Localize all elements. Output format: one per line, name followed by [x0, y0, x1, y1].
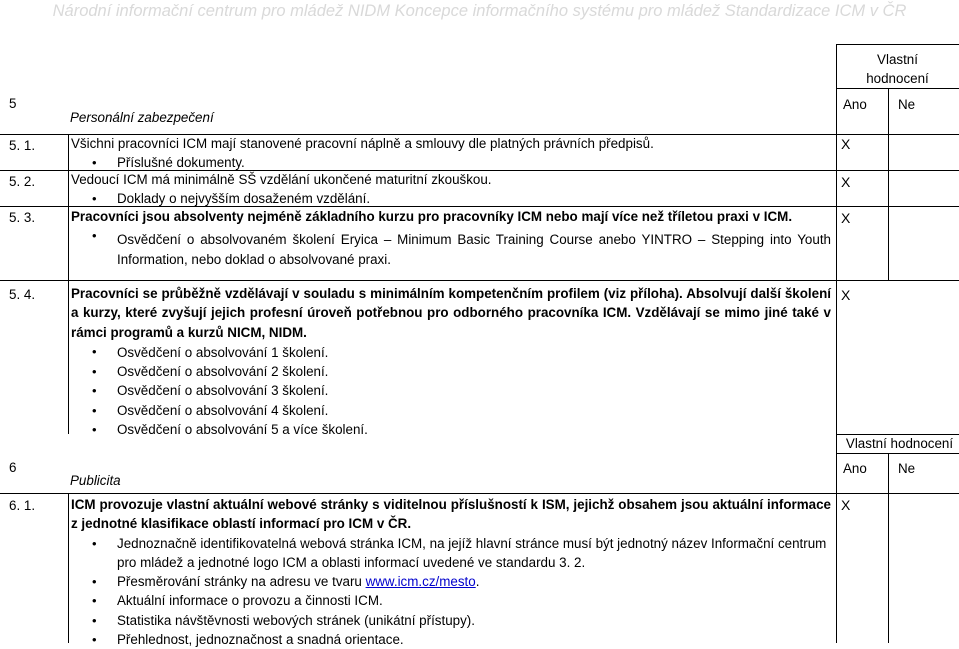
list-item — [71, 572, 831, 591]
list-item: • Jednoznačně identifikovatelná webová stránka ICM, na jejíž hlavní stránce musí být jednotný název Informační centrum — [71, 534, 831, 553]
list-item: • Osvědčení o absolvování 3 školení. — [71, 381, 831, 400]
list-item: • Příslušné dokumenty. — [71, 153, 831, 172]
list-item: • Osvědčení o absolvovaném školení Eryica – Minimum Basic Training Course anebo YINTRO – Stepping into Youth Information, nebo doklad o absolvované praxi. — [71, 226, 831, 269]
item-text: ICM provozuje vlastní aktuální webové stránky s viditelnou příslušností k ISM, jejichž obsahem jsou aktuální informace z jednotné klasifikace oblastí informací pro ICM v ČR. — [71, 497, 831, 532]
table-border — [836, 88, 959, 89]
table-border — [0, 493, 959, 494]
item-text: Pracovníci se průběžně vzdělávají v souladu s minimálním kompetenčním profilem (viz příloha). Absolvují další školení a kurzy, které zvyšují jejich profesní úroveň potřebnou pro odborného pracovníka ICM. Vzdělávají se mimo jiné také v rámci programů a kurzů NICM, NIDM. — [71, 286, 831, 340]
list-item: • Aktuální informace o provozu a činnosti ICM. — [71, 591, 831, 610]
redirect-suffix: . — [475, 574, 480, 590]
item-content — [71, 495, 831, 649]
table-border — [836, 44, 959, 45]
item-content — [71, 134, 831, 173]
yes-mark: X — [841, 174, 851, 190]
list-item: • Osvědčení o absolvování 4 školení. — [71, 401, 831, 420]
document-header: Národní informační centrum pro mládež NIDM Koncepce informačního systému pro mládež Standardizace ICM v ČR — [52, 2, 907, 20]
list-item: • Doklady o nejvyšším dosaženém vzdělání. — [71, 189, 831, 208]
table-border — [836, 453, 959, 454]
table-border — [68, 493, 69, 643]
list-item: • Přehlednost, jednoznačnost a snadná orientace. — [71, 630, 831, 649]
item-content — [71, 207, 831, 269]
list-item: • Osvědčení o absolvování 1 školení. — [71, 342, 831, 362]
evaluation-heading-line2: hodnocení — [866, 71, 929, 86]
list-item: • Statistika návštěvnosti webových stránek (unikátní přístupy). — [71, 611, 831, 630]
section-number: 5 — [9, 96, 17, 111]
website-link[interactable]: www.icm.cz/mesto — [365, 574, 476, 590]
item-number: 5. 4. — [9, 287, 36, 302]
table-border — [888, 134, 889, 280]
yes-mark: X — [841, 136, 851, 152]
column-yes-header: Ano — [843, 97, 867, 112]
yes-mark: X — [841, 497, 851, 513]
item-content — [71, 284, 831, 439]
section-title: Publicita — [70, 473, 121, 488]
item-number: 5. 1. — [9, 138, 36, 153]
column-no-header: Ne — [898, 461, 916, 476]
item-number: 5. 3. — [9, 210, 36, 225]
section-number: 6 — [9, 460, 17, 475]
redirect-text: Přesměrování stránky na adresu ve tvaru — [117, 574, 366, 590]
evaluation-heading: Vlastní hodnocení — [845, 436, 954, 451]
table-border — [888, 88, 889, 134]
item-number: 6. 1. — [9, 498, 36, 513]
item-content — [71, 170, 831, 209]
table-border — [68, 134, 69, 280]
section-title: Personální zabezpečení — [70, 110, 214, 125]
evaluation-heading — [836, 50, 959, 88]
table-border — [836, 134, 837, 280]
column-yes-header: Ano — [843, 461, 867, 476]
column-no-header: Ne — [898, 97, 916, 112]
item-text: Vedoucí ICM má minimálně SŠ vzdělání ukončené maturitní zkouškou. — [71, 172, 492, 187]
list-item-continuation: pro mládež a jednotné logo ICM a oblasti informací uvedené ve standardu 3. 2. — [117, 554, 586, 570]
item-text: Všichni pracovníci ICM mají stanovené pracovní náplně a smlouvy dle platných právních předpisů. — [71, 136, 654, 151]
yes-mark: X — [841, 210, 851, 226]
yes-mark: X — [841, 287, 851, 303]
list-item: • Osvědčení o absolvování 5 a více školení. — [71, 420, 831, 439]
table-border — [836, 280, 837, 493]
table-border — [68, 280, 69, 434]
list-item: • Osvědčení o absolvování 2 školení. — [71, 362, 831, 381]
table-border — [888, 453, 889, 643]
item-number: 5. 2. — [9, 174, 36, 189]
table-border — [836, 493, 837, 643]
evaluation-heading-line1: Vlastní — [877, 52, 918, 67]
table-border — [0, 280, 959, 281]
item-text: Pracovníci jsou absolventy nejméně základního kurzu pro pracovníky ICM nebo mají více než tříletou praxi v ICM. — [71, 209, 793, 224]
